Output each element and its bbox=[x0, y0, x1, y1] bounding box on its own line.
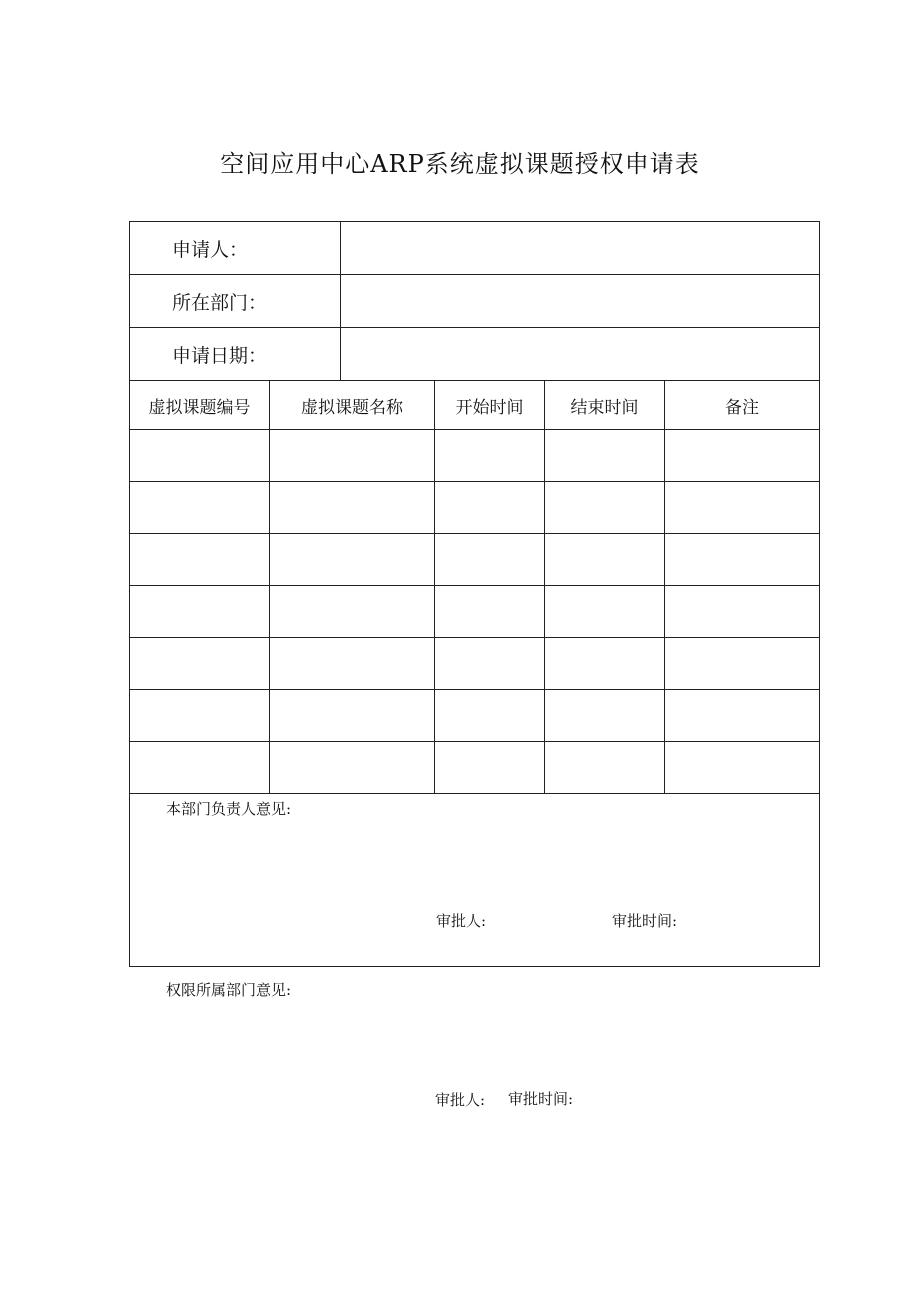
remarks-cell[interactable] bbox=[665, 430, 820, 482]
table-row bbox=[130, 638, 820, 690]
start-time-cell[interactable] bbox=[435, 482, 545, 534]
start-time-cell[interactable] bbox=[435, 586, 545, 638]
topic-name-cell[interactable] bbox=[270, 482, 435, 534]
end-time-cell[interactable] bbox=[545, 690, 665, 742]
topic-name-cell[interactable] bbox=[270, 638, 435, 690]
start-time-cell[interactable] bbox=[435, 742, 545, 794]
column-header-start-time: 开始时间 bbox=[435, 381, 545, 430]
topic-id-cell[interactable] bbox=[130, 534, 270, 586]
topic-name-cell[interactable] bbox=[270, 690, 435, 742]
department-field[interactable] bbox=[341, 275, 820, 328]
topic-id-cell[interactable] bbox=[130, 638, 270, 690]
applicant-field[interactable] bbox=[341, 222, 820, 275]
applicant-label: 申请人： bbox=[130, 222, 341, 275]
column-header-topic-name: 虚拟课题名称 bbox=[270, 381, 435, 430]
start-time-cell[interactable] bbox=[435, 430, 545, 482]
topic-id-cell[interactable] bbox=[130, 586, 270, 638]
remarks-cell[interactable] bbox=[665, 742, 820, 794]
table-row bbox=[130, 534, 820, 586]
table-row bbox=[130, 482, 820, 534]
end-time-cell[interactable] bbox=[545, 482, 665, 534]
table-row bbox=[130, 690, 820, 742]
remarks-cell[interactable] bbox=[665, 690, 820, 742]
date-row bbox=[130, 328, 820, 381]
dept-opinion-label: 本部门负责人意见: bbox=[166, 800, 292, 818]
department-row bbox=[130, 275, 820, 328]
end-time-cell[interactable] bbox=[545, 430, 665, 482]
topics-header-row bbox=[130, 381, 820, 430]
topic-name-cell[interactable] bbox=[270, 430, 435, 482]
department-label: 所在部门： bbox=[130, 275, 341, 328]
column-header-topic-id: 虚拟课题编号 bbox=[130, 381, 270, 430]
column-header-end-time: 结束时间 bbox=[545, 381, 665, 430]
table-row bbox=[130, 586, 820, 638]
remarks-cell[interactable] bbox=[665, 534, 820, 586]
topic-id-cell[interactable] bbox=[130, 430, 270, 482]
column-header-remarks: 备注 bbox=[665, 381, 820, 430]
application-date-field[interactable] bbox=[341, 328, 820, 381]
authority-opinion-label: 权限所属部门意见: bbox=[166, 981, 292, 999]
end-time-cell[interactable] bbox=[545, 586, 665, 638]
topic-id-cell[interactable] bbox=[130, 742, 270, 794]
topic-name-cell[interactable] bbox=[270, 534, 435, 586]
remarks-cell[interactable] bbox=[665, 638, 820, 690]
dept-opinion-cell[interactable] bbox=[130, 794, 820, 967]
applicant-row bbox=[130, 222, 820, 275]
authority-approve-time-label: 审批时间: bbox=[508, 1090, 574, 1108]
form-title: 空间应用中心ARP系统虚拟课题授权申请表 bbox=[220, 150, 700, 178]
dept-approve-time-label: 审批时间: bbox=[612, 912, 678, 930]
topic-id-cell[interactable] bbox=[130, 482, 270, 534]
topic-id-cell[interactable] bbox=[130, 690, 270, 742]
start-time-cell[interactable] bbox=[435, 534, 545, 586]
remarks-cell[interactable] bbox=[665, 482, 820, 534]
dept-opinion-row bbox=[130, 794, 820, 967]
end-time-cell[interactable] bbox=[545, 638, 665, 690]
start-time-cell[interactable] bbox=[435, 690, 545, 742]
table-row bbox=[130, 430, 820, 482]
authority-approver-label: 审批人: bbox=[435, 1091, 486, 1109]
dept-approver-label: 审批人: bbox=[436, 912, 487, 930]
topic-name-cell[interactable] bbox=[270, 742, 435, 794]
table-row bbox=[130, 742, 820, 794]
topic-name-cell[interactable] bbox=[270, 586, 435, 638]
remarks-cell[interactable] bbox=[665, 586, 820, 638]
end-time-cell[interactable] bbox=[545, 534, 665, 586]
application-form-table bbox=[129, 221, 820, 967]
end-time-cell[interactable] bbox=[545, 742, 665, 794]
start-time-cell[interactable] bbox=[435, 638, 545, 690]
application-date-label: 申请日期： bbox=[130, 328, 341, 381]
